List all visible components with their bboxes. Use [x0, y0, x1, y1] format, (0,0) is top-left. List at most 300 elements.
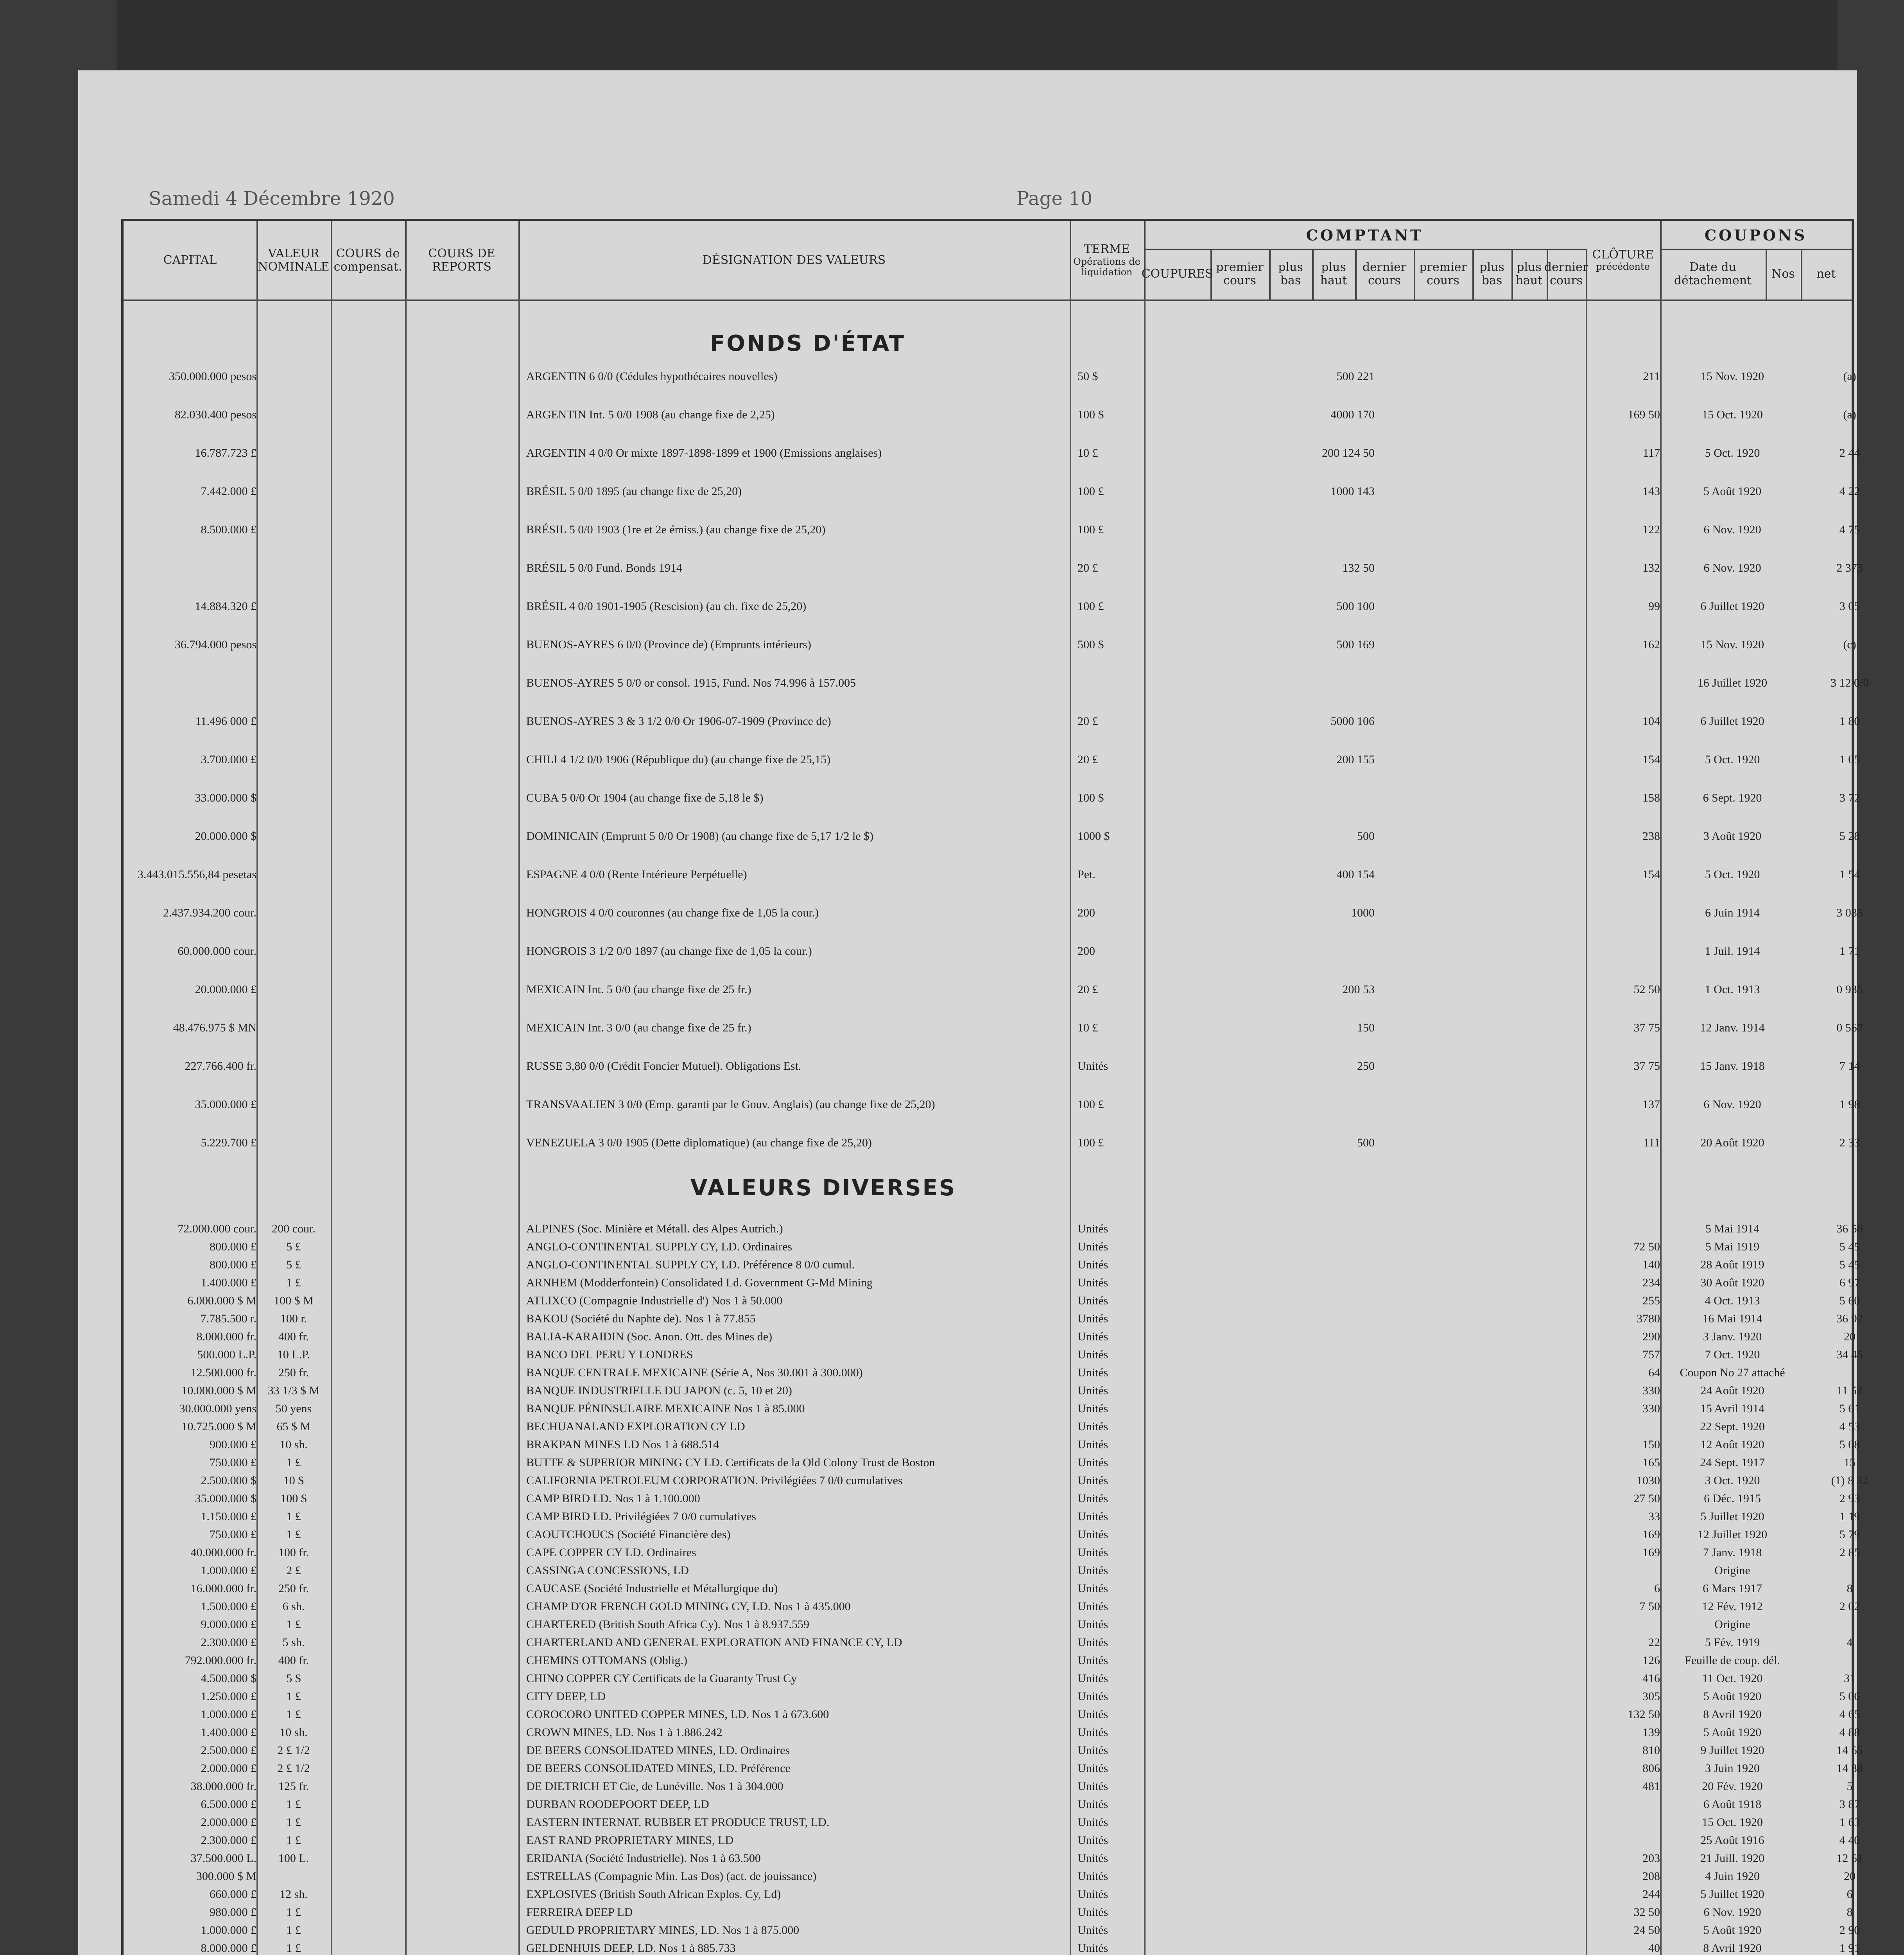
designation-cell: BUENOS-AYRES 6 0/0 (Province de) (Emprunts intérieurs) [526, 638, 811, 651]
coupon-net-cell: 4 22 [1839, 485, 1860, 498]
coupon-net-cell: 7 14 [1839, 1060, 1860, 1073]
cloture-precedente-cell: 3780 [1637, 1312, 1660, 1325]
designation-cell: ARGENTIN 4 0/0 Or mixte 1897-1898-1899 et 1900 (Emissions anglaises) [526, 447, 882, 459]
coupures-cell: Unités [1077, 1762, 1108, 1775]
coupon-net-cell: 3 87 [1839, 1798, 1860, 1811]
detachement-date-cell: 7 Oct. 1920 [1705, 1348, 1760, 1361]
cloture-precedente-cell: 126 [1642, 1654, 1660, 1667]
coupures-cell: 100 £ [1077, 523, 1104, 536]
designation-cell: BANQUE INDUSTRIELLE DU JAPON (c. 5, 10 et 20) [526, 1384, 792, 1397]
nominal-cell: 100 fr. [278, 1546, 309, 1559]
coupures-cell: Unités [1077, 1240, 1108, 1253]
cloture-precedente-cell: 52 50 [1633, 983, 1660, 996]
nominal-cell: 5 sh. [282, 1636, 305, 1649]
detachement-date-cell: 6 Juillet 1920 [1700, 715, 1764, 728]
nominal-cell: 1 £ [286, 1276, 301, 1289]
designation-cell: CAMP BIRD LD. Nos 1 à 1.100.000 [526, 1492, 700, 1505]
detachement-date-cell: 20 Fév. 1920 [1702, 1780, 1763, 1793]
nominal-cell: 400 fr. [278, 1654, 309, 1667]
coupures-cell: 100 £ [1077, 485, 1104, 498]
designation-cell: RUSSE 3,80 0/0 (Crédit Foncier Mutuel). Obligations Est. [526, 1060, 801, 1073]
table-row [124, 408, 1856, 443]
coupon-net-cell: 0 935 [1836, 983, 1863, 996]
coupures-cell: Unités [1077, 1330, 1108, 1343]
coupures-cell: Unités [1077, 1564, 1108, 1577]
coupures-cell: Unités [1077, 1618, 1108, 1631]
premier-cours-cell: 132 50 [1342, 561, 1375, 574]
coupon-net-cell: 6 [1847, 1888, 1853, 1901]
cloture-precedente-cell: 158 [1642, 791, 1660, 804]
designation-cell: GEDULD PROPRIETARY MINES, LD. Nos 1 à 875.000 [526, 1924, 800, 1937]
coupures-cell: Unités [1077, 1708, 1108, 1721]
detachement-date-cell: 24 Sept. 1917 [1700, 1456, 1765, 1469]
nominal-cell: 1 £ [286, 1708, 301, 1721]
cloture-precedente-cell: 154 [1642, 753, 1660, 766]
cloture-precedente-cell: 810 [1642, 1744, 1660, 1757]
nominal-cell: 1 £ [286, 1816, 301, 1829]
nominal-cell: 250 fr. [278, 1366, 309, 1379]
designation-cell: DE BEERS CONSOLIDATED MINES, LD. Préférence [526, 1762, 791, 1775]
designation-cell: CAUCASE (Société Industrielle et Métallurgique du) [526, 1582, 778, 1595]
capital-cell: 60.000.000 cour. [177, 945, 256, 958]
col-premier-cours: premier cours [1210, 249, 1271, 301]
designation-cell: BRÉSIL 5 0/0 1895 (au change fixe de 25,20) [526, 485, 742, 498]
detachement-date-cell: 5 Juillet 1920 [1700, 1510, 1764, 1523]
nominal-cell: 5 £ [286, 1258, 301, 1271]
coupures-cell: Unités [1077, 1546, 1108, 1559]
coupon-net-cell: 36 50 [1836, 1222, 1863, 1235]
detachement-date-cell: 3 Oct. 1920 [1705, 1474, 1760, 1487]
designation-cell: ERIDANIA (Société Industrielle). Nos 1 à 63.500 [526, 1852, 761, 1865]
detachement-date-cell: 6 Déc. 1915 [1704, 1492, 1761, 1505]
capital-cell: 48.476.975 $ MN [173, 1021, 256, 1034]
capital-cell: 500.000 L.P. [197, 1348, 256, 1361]
designation-cell: ESPAGNE 4 0/0 (Rente Intérieure Perpétuelle) [526, 868, 747, 881]
cloture-precedente-cell: 6 [1654, 1582, 1660, 1595]
detachement-date-cell: 5 Oct. 1920 [1705, 753, 1760, 766]
coupon-net-cell: 4 40 [1839, 1834, 1860, 1847]
detachement-date-cell: 5 Fév. 1919 [1705, 1636, 1760, 1649]
cloture-precedente-cell: 150 [1642, 1438, 1660, 1451]
coupon-net-cell: (a) [1843, 370, 1856, 383]
coupon-net-cell: 1 05 [1839, 753, 1860, 766]
nominal-cell: 200 cour. [272, 1222, 316, 1235]
nominal-cell: 50 yens [275, 1402, 312, 1415]
coupures-cell: 10 £ [1077, 1021, 1098, 1034]
coupon-net-cell: 2 85 [1839, 1546, 1860, 1559]
detachement-date-cell: 30 Août 1920 [1700, 1276, 1764, 1289]
coupures-cell: Unités [1077, 1906, 1108, 1919]
detachement-date-cell: 15 Nov. 1920 [1700, 370, 1764, 383]
detachement-date-cell: 5 Mai 1914 [1705, 1222, 1760, 1235]
coupures-cell: 1000 $ [1077, 830, 1110, 843]
detachement-date-cell: 22 Sept. 1920 [1700, 1420, 1765, 1433]
capital-cell: 1.150.000 £ [201, 1510, 256, 1523]
col-nominale: VALEUR NOMINALE [256, 221, 332, 301]
coupures-cell: Unités [1077, 1528, 1108, 1541]
detachement-date-cell: 15 Oct. 1920 [1702, 408, 1763, 421]
coupures-cell: Unités [1077, 1438, 1108, 1451]
coupures-cell: Unités [1077, 1384, 1108, 1397]
newspaper-page [78, 70, 1869, 1955]
designation-cell: CASSINGA CONCESSIONS, LD [526, 1564, 689, 1577]
designation-cell: DURBAN ROODEPOORT DEEP, LD [526, 1798, 709, 1811]
premier-cours-cell: 4000 170 [1330, 408, 1375, 421]
designation-cell: DOMINICAIN (Emprunt 5 0/0 Or 1908) (au change fixe de 5,17 1/2 le $) [526, 830, 874, 843]
designation-cell: CHARTERLAND AND GENERAL EXPLORATION AND FINANCE CY, LD [526, 1636, 902, 1649]
designation-cell: ARGENTIN Int. 5 0/0 1908 (au change fixe de 2,25) [526, 408, 775, 421]
detachement-date-cell: 20 Août 1920 [1700, 1136, 1764, 1149]
detachement-date-cell: 4 Juin 1920 [1705, 1870, 1760, 1883]
cloture-precedente-cell: 140 [1642, 1258, 1660, 1271]
capital-cell: 1.400.000 £ [201, 1276, 256, 1289]
capital-cell: 11.496 000 £ [195, 715, 256, 728]
coupon-net-cell: 1 54 [1839, 868, 1860, 881]
capital-cell: 9.000.000 £ [201, 1618, 256, 1631]
capital-cell: 1.000.000 £ [201, 1708, 256, 1721]
designation-cell: BUENOS-AYRES 5 0/0 or consol. 1915, Fund. Nos 74.996 à 157.005 [526, 676, 856, 689]
col-premier-cours-2: premier cours [1414, 249, 1474, 301]
coupures-cell: Unités [1077, 1402, 1108, 1415]
designation-cell: CAPE COPPER CY LD. Ordinaires [526, 1546, 696, 1559]
detachement-date-cell: 5 Août 1920 [1703, 1690, 1762, 1703]
coupon-net-cell: 5 28 [1839, 830, 1860, 843]
table-row [124, 868, 1860, 903]
cloture-precedente-cell: 139 [1642, 1726, 1660, 1739]
detachement-date-cell: 12 Août 1920 [1700, 1438, 1764, 1451]
table-row [124, 945, 1860, 980]
table-row [124, 753, 1860, 788]
coupon-net-cell: 5 79 [1839, 1528, 1860, 1541]
coupures-cell: Unités [1077, 1582, 1108, 1595]
nominal-cell: 400 fr. [278, 1330, 309, 1343]
designation-cell: BANQUE PÉNINSULAIRE MEXICAINE Nos 1 à 85.000 [526, 1402, 805, 1415]
detachement-date-cell: 7 Janv. 1918 [1703, 1546, 1762, 1559]
designation-cell: EXPLOSIVES (British South African Explos. Cy, Ld) [526, 1888, 781, 1901]
capital-cell: 800.000 £ [210, 1258, 256, 1271]
cloture-precedente-cell: 244 [1642, 1888, 1660, 1901]
premier-cours-cell: 5000 106 [1330, 715, 1375, 728]
detachement-date-cell: Coupon No 27 attaché [1680, 1366, 1785, 1379]
table-row [124, 485, 1860, 520]
nominal-cell: 1 £ [286, 1456, 301, 1469]
cloture-precedente-cell: 37 75 [1633, 1021, 1660, 1034]
section-valeurs-diverses: VALEURS DIVERSES [690, 1175, 957, 1201]
designation-cell: ANGLO-CONTINENTAL SUPPLY CY, LD. Préférence 8 0/0 cumul. [526, 1258, 855, 1271]
capital-cell: 2.300.000 £ [201, 1834, 256, 1847]
nominal-cell: 1 £ [286, 1618, 301, 1631]
cloture-precedente-cell: 132 [1642, 561, 1660, 574]
coupon-net-cell: 5 45 [1839, 1258, 1860, 1271]
coupures-cell: Pet. [1077, 868, 1095, 881]
nominal-cell: 10 sh. [280, 1438, 308, 1451]
col-numero: Nos [1766, 249, 1802, 301]
designation-cell: CAMP BIRD LD. Privilégiées 7 0/0 cumulatives [526, 1510, 757, 1523]
table-row [124, 983, 1863, 1018]
coupures-cell: Unités [1077, 1366, 1108, 1379]
page-number: Page 10 [1017, 188, 1093, 210]
premier-cours-cell: 200 124 50 [1322, 447, 1375, 459]
cloture-precedente-cell: 757 [1642, 1348, 1660, 1361]
cloture-precedente-cell: 416 [1642, 1672, 1660, 1685]
detachement-date-cell: 6 Nov. 1920 [1703, 523, 1761, 536]
capital-cell: 14.884.320 £ [195, 600, 256, 613]
detachement-date-cell: 25 Août 1916 [1700, 1834, 1764, 1847]
detachement-date-cell: 4 Oct. 1913 [1705, 1294, 1760, 1307]
cloture-precedente-cell: 104 [1642, 715, 1660, 728]
nominal-cell: 10 sh. [280, 1726, 308, 1739]
designation-cell: BECHUANALAND EXPLORATION CY LD [526, 1420, 745, 1433]
premier-cours-cell: 200 155 [1336, 753, 1375, 766]
coupures-cell: 100 £ [1077, 1136, 1104, 1149]
coupon-net-cell: 4 65 [1839, 1708, 1860, 1721]
coupon-net-cell: 0 567 [1836, 1021, 1863, 1034]
capital-cell: 38.000.000 fr. [190, 1780, 256, 1793]
table-row [124, 600, 1860, 635]
cloture-precedente-cell: 330 [1642, 1402, 1660, 1415]
table-row [124, 791, 1860, 827]
capital-cell: 5.229.700 £ [201, 1136, 256, 1149]
cloture-precedente-cell: 22 [1648, 1636, 1660, 1649]
cloture-precedente-cell: 1030 [1637, 1474, 1660, 1487]
nominal-cell: 5 £ [286, 1240, 301, 1253]
table-row [124, 1060, 1860, 1095]
designation-cell: ESTRELLAS (Compagnie Min. Las Dos) (act. de jouissance) [526, 1870, 817, 1883]
cloture-precedente-cell: 255 [1642, 1294, 1660, 1307]
detachement-date-cell: 1 Juil. 1914 [1705, 945, 1760, 958]
detachement-date-cell: 5 Oct. 1920 [1705, 868, 1760, 881]
nominal-cell: 2 £ 1/2 [277, 1744, 310, 1757]
detachement-date-cell: 5 Août 1920 [1703, 1726, 1762, 1739]
coupon-net-cell: 3 12 0/0 [1830, 676, 1869, 689]
capital-cell: 16.000.000 fr. [190, 1582, 256, 1595]
premier-cours-cell: 1000 143 [1330, 485, 1375, 498]
coupures-cell: 100 £ [1077, 1098, 1104, 1111]
capital-cell: 2.000.000 £ [201, 1816, 256, 1829]
capital-cell: 3.443.015.556,84 pesetas [137, 868, 256, 881]
nominal-cell: 100 $ M [274, 1294, 314, 1307]
capital-cell: 40.000.000 fr. [190, 1546, 256, 1559]
cloture-precedente-cell: 481 [1642, 1780, 1660, 1793]
coupon-net-cell: 4 75 [1839, 523, 1860, 536]
detachement-date-cell: 15 Oct. 1920 [1702, 1816, 1763, 1829]
section-fonds-etat: FONDS D'ÉTAT [710, 331, 905, 356]
premier-cours-cell: 150 [1357, 1021, 1375, 1034]
coupures-cell: Unités [1077, 1222, 1108, 1235]
designation-cell: COROCORO UNITED COPPER MINES, LD. Nos 1 à 673.600 [526, 1708, 829, 1721]
capital-cell: 36.794.000 pesos [174, 638, 256, 651]
capital-cell: 33.000.000 $ [195, 791, 256, 804]
coupon-net-cell: 2 33 [1839, 1136, 1860, 1149]
premier-cours-cell: 200 53 [1342, 983, 1375, 996]
coupures-cell: Unités [1077, 1636, 1108, 1649]
comptant-group: COMPTANT [1144, 221, 1586, 250]
nominal-cell: 10 $ [283, 1474, 304, 1487]
designation-cell: BRÉSIL 5 0/0 1903 (1re et 2e émiss.) (au change fixe de 25,20) [526, 523, 826, 536]
nominal-cell: 1 £ [286, 1798, 301, 1811]
coupures-cell: Unités [1077, 1510, 1108, 1523]
detachement-date-cell: 1 Oct. 1913 [1705, 983, 1760, 996]
designation-cell: ALPINES (Soc. Minière et Métall. des Alpes Autrich.) [526, 1222, 783, 1235]
cloture-precedente-cell: 143 [1642, 485, 1660, 498]
detachement-date-cell: 9 Juillet 1920 [1700, 1744, 1764, 1757]
coupon-net-cell: 5 61 [1839, 1402, 1860, 1415]
col-cours-reports: COURS DE REPORTS [405, 221, 520, 301]
designation-cell: BANCO DEL PERU Y LONDRES [526, 1348, 693, 1361]
capital-cell: 35.000.000 £ [195, 1098, 256, 1111]
capital-cell: 300.000 $ M [196, 1870, 256, 1883]
nominal-cell: 12 sh. [280, 1888, 308, 1901]
coupon-net-cell: (c) [1843, 638, 1856, 651]
cloture-precedente-cell: 132 50 [1628, 1708, 1660, 1721]
coupures-cell: 500 $ [1077, 638, 1104, 651]
coupon-net-cell: 31 [1844, 1672, 1856, 1685]
cloture-precedente-cell: 137 [1642, 1098, 1660, 1111]
coupures-cell: Unités [1077, 1492, 1108, 1505]
coupures-cell: Unités [1077, 1744, 1108, 1757]
detachement-date-cell: 28 Août 1919 [1700, 1258, 1764, 1271]
capital-cell: 37.500.000 L. [190, 1852, 256, 1865]
coupon-net-cell: 5 [1847, 1780, 1853, 1793]
detachement-date-cell: 16 Mai 1914 [1702, 1312, 1762, 1325]
operations-label: Opérations de liquidation [1073, 256, 1140, 278]
cloture-precedente-cell: 162 [1642, 638, 1660, 651]
capital-cell: 980.000 £ [210, 1906, 256, 1919]
coupures-cell: Unités [1077, 1942, 1108, 1955]
coupon-net-cell: 3 085 [1836, 906, 1863, 919]
cloture-precedente-cell: 40 [1648, 1942, 1660, 1955]
designation-cell: CROWN MINES, LD. Nos 1 à 1.886.242 [526, 1726, 723, 1739]
coupon-net-cell: 2 44 [1839, 447, 1860, 459]
coupon-net-cell: 1 71 [1839, 945, 1860, 958]
coupures-cell: 100 $ [1077, 408, 1104, 421]
designation-cell: BRÉSIL 4 0/0 1901-1905 (Rescision) (au ch. fixe de 25,20) [526, 600, 807, 613]
cloture-precedente-cell: 33 [1648, 1510, 1660, 1523]
capital-cell: 2.000.000 £ [201, 1762, 256, 1775]
detachement-date-cell: 8 Avril 1920 [1703, 1708, 1762, 1721]
cloture-precedente-cell: 24 50 [1633, 1924, 1660, 1937]
coupon-net-cell: 6 97 [1839, 1276, 1860, 1289]
coupures-cell: 100 £ [1077, 600, 1104, 613]
coupon-net-cell: 2 90 [1839, 1924, 1860, 1937]
designation-cell: CHARTERED (British South Africa Cy). Nos 1 à 8.937.559 [526, 1618, 809, 1631]
coupon-net-cell: 14 88 [1836, 1762, 1863, 1775]
col-coupures: COUPURES [1144, 249, 1212, 301]
designation-cell: ARNHEM (Modderfontein) Consolidated Ld. Government G-Md Mining [526, 1276, 873, 1289]
coupures-cell: Unités [1077, 1834, 1108, 1847]
capital-cell: 227.766.400 fr. [185, 1060, 256, 1073]
designation-cell: BRÉSIL 5 0/0 Fund. Bonds 1914 [526, 561, 682, 574]
detachement-date-cell: 8 Avril 1920 [1703, 1942, 1762, 1955]
designation-cell: BUENOS-AYRES 3 & 3 1/2 0/0 Or 1906-07-1909 (Province de) [526, 715, 831, 728]
nominal-cell: 1 £ [286, 1906, 301, 1919]
designation-cell: ATLIXCO (Compagnie Industrielle d') Nos 1 à 50.000 [526, 1294, 783, 1307]
capital-cell: 8.500.000 £ [201, 523, 256, 536]
designation-cell: TRANSVAALIEN 3 0/0 (Emp. garanti par le Gouv. Anglais) (au change fixe de 25,20) [526, 1098, 935, 1111]
capital-cell: 6.000.000 $ M [187, 1294, 256, 1307]
coupures-cell: Unités [1077, 1798, 1108, 1811]
detachement-date-cell: 15 Avril 1914 [1700, 1402, 1765, 1415]
table-row [124, 1021, 1863, 1056]
cloture-precedente-cell: 7 50 [1639, 1600, 1660, 1613]
nominal-cell: 1 £ [286, 1834, 301, 1847]
designation-cell: CALIFORNIA PETROLEUM CORPORATION. Privilégiées 7 0/0 cumulatives [526, 1474, 903, 1487]
coupon-net-cell: 2 93 [1839, 1492, 1860, 1505]
coupures-cell: Unités [1077, 1888, 1108, 1901]
coupures-cell: Unités [1077, 1672, 1108, 1685]
col-dernier-cours-2: dernier cours [1547, 249, 1587, 301]
nominal-cell: 33 1/3 $ M [267, 1384, 320, 1397]
designation-cell: BALIA-KARAIDIN (Soc. Anon. Ott. des Mines de) [526, 1330, 773, 1343]
capital-cell: 2.500.000 £ [201, 1744, 256, 1757]
detachement-date-cell: 5 Août 1920 [1703, 1924, 1762, 1937]
coupon-net-cell: 1 19 [1839, 1510, 1860, 1523]
designation-cell: CITY DEEP, LD [526, 1690, 606, 1703]
page-date: Samedi 4 Décembre 1920 [149, 188, 395, 210]
capital-cell: 1.400.000 £ [201, 1726, 256, 1739]
nominal-cell: 2 £ [286, 1564, 301, 1577]
nominal-cell: 1 £ [286, 1510, 301, 1523]
detachement-date-cell: 12 Fév. 1912 [1702, 1600, 1763, 1613]
col-dernier-cours: dernier cours [1355, 249, 1415, 301]
detachement-date-cell: 6 Sept. 1920 [1703, 791, 1762, 804]
capital-cell: 8.000.000 £ [201, 1942, 256, 1955]
detachement-date-cell: 16 Juillet 1920 [1697, 676, 1768, 689]
cloture-precedente-cell: 806 [1642, 1762, 1660, 1775]
designation-cell: HONGROIS 3 1/2 0/0 1897 (au change fixe de 1,05 la cour.) [526, 945, 812, 958]
detachement-date-cell: Origine [1714, 1564, 1750, 1577]
coupures-cell: 100 $ [1077, 791, 1104, 804]
coupures-cell: 20 £ [1077, 561, 1098, 574]
detachement-date-cell: 6 Juillet 1920 [1700, 600, 1764, 613]
coupon-net-cell: 5 08 [1839, 1438, 1860, 1451]
cloture-precedente-cell: 203 [1642, 1852, 1660, 1865]
coupures-cell: Unités [1077, 1294, 1108, 1307]
cloture-precedente-cell: 169 [1642, 1546, 1660, 1559]
coupon-net-cell: 2 02 [1839, 1600, 1860, 1613]
detachement-date-cell: 3 Août 1920 [1703, 830, 1762, 843]
table-row [124, 523, 1860, 558]
capital-cell: 2.437.934.200 cour. [163, 906, 256, 919]
designation-cell: EASTERN INTERNAT. RUBBER ET PRODUCE TRUST, LD. [526, 1816, 830, 1829]
cloture-precedente-cell: 211 [1643, 370, 1660, 383]
coupon-net-cell: 15 [1844, 1456, 1856, 1469]
detachement-date-cell: 21 Juill. 1920 [1700, 1852, 1765, 1865]
detachement-date-cell: 6 Juin 1914 [1705, 906, 1760, 919]
col-date-detachement: Date du détachement [1660, 249, 1767, 301]
nominal-cell: 65 $ M [276, 1420, 311, 1433]
premier-cours-cell: 500 221 [1336, 370, 1375, 383]
cloture-precedente-cell: 122 [1642, 523, 1660, 536]
capital-cell: 1.500.000 £ [201, 1600, 256, 1613]
designation-cell: CHINO COPPER CY Certificats de la Guaranty Trust Cy [526, 1672, 797, 1685]
detachement-date-cell: 5 Oct. 1920 [1705, 447, 1760, 459]
coupures-cell: Unités [1077, 1690, 1108, 1703]
detachement-date-cell: 6 Mars 1917 [1703, 1582, 1762, 1595]
coupon-net-cell: 4 88 [1839, 1726, 1860, 1739]
cloture-precedente-cell: 111 [1643, 1136, 1660, 1149]
detachement-date-cell: 6 Nov. 1920 [1703, 1098, 1761, 1111]
designation-cell: MEXICAIN Int. 3 0/0 (au change fixe de 25 fr.) [526, 1021, 751, 1034]
cloture-precedente-cell: 169 50 [1628, 408, 1660, 421]
capital-cell: 7.785.500 r. [200, 1312, 256, 1325]
quotation-table [121, 219, 1869, 1955]
col-plus-bas-2: plus bas [1472, 249, 1513, 301]
capital-cell: 2.500.000 $ [201, 1474, 256, 1487]
capital-cell: 82.030.400 pesos [174, 408, 256, 421]
nominal-cell: 100 L. [278, 1852, 309, 1865]
capital-cell: 20.000.000 $ [195, 830, 256, 843]
